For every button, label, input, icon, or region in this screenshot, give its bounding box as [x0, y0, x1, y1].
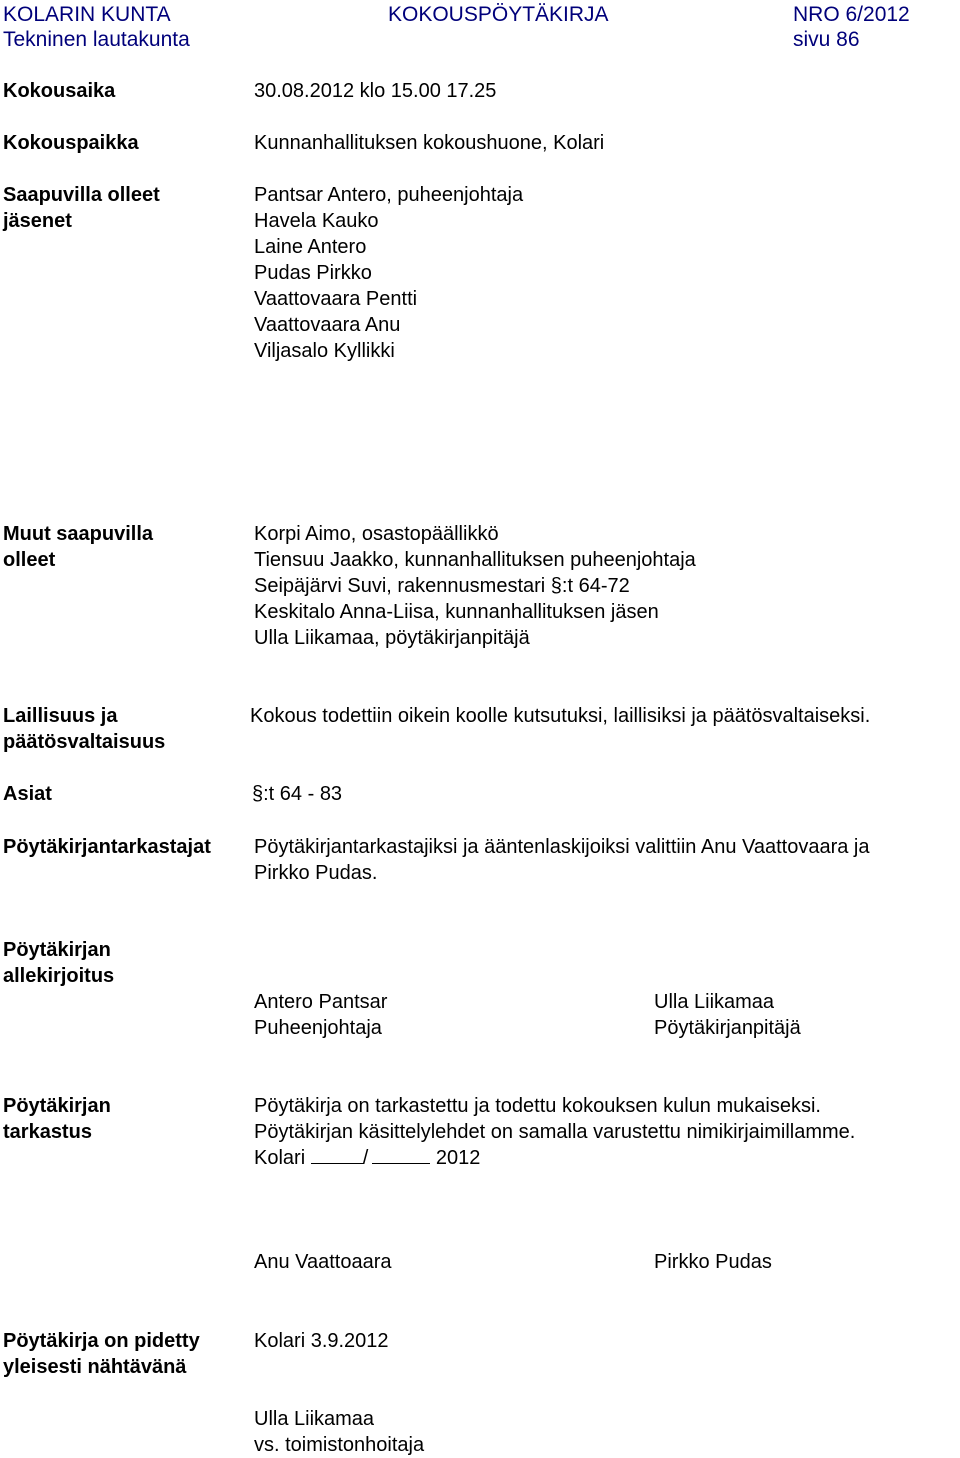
public-clerk-role: vs. toimistonhoitaja — [254, 1434, 425, 1456]
signature-label-line1: Pöytäkirjan — [3, 939, 111, 961]
document-type: KOKOUSPÖYTÄKIRJA — [388, 3, 609, 26]
signature-label-line2: allekirjoitus — [3, 965, 115, 987]
items-label: Asiat — [3, 783, 52, 805]
board-name: Tekninen lautakunta — [3, 28, 190, 51]
meeting-time-label: Kokousaika — [3, 80, 116, 102]
other-attendee-item: Seipäjärvi Suvi, rakennusmestari §:t 64-72 — [254, 575, 630, 597]
signer-chair-role: Puheenjohtaja — [254, 1017, 382, 1039]
meeting-place-value: Kunnanhallituksen kokoushuone, Kolari — [254, 132, 605, 154]
member-list-item: Havela Kauko — [254, 210, 379, 232]
review-date-line — [254, 1145, 480, 1171]
legality-label-line2: päätösvaltaisuus — [3, 731, 166, 753]
other-attendee-item: Tiensuu Jaakko, kunnanhallituksen puheenjohtaja — [254, 549, 696, 571]
month-blank-line — [372, 1145, 430, 1164]
checkers-statement-line1: Pöytäkirjantarkastajiksi ja ääntenlaskijoiksi valittiin Anu Vaattovaara ja — [254, 836, 870, 858]
signer-secretary-name: Ulla Liikamaa — [654, 991, 775, 1013]
member-list-item: Viljasalo Kyllikki — [254, 340, 395, 362]
review-label-line1: Pöytäkirjan — [3, 1095, 111, 1117]
review-place: Kolari — [254, 1147, 306, 1169]
public-label-line1: Pöytäkirja on pidetty — [3, 1330, 200, 1352]
review-statement-line2: Pöytäkirjan käsittelylehdet on samalla varustettu nimikirjaimillamme. — [254, 1121, 856, 1143]
municipality-name: KOLARIN KUNTA — [3, 3, 171, 26]
review-label-line2: tarkastus — [3, 1121, 92, 1143]
other-attendee-item: Keskitalo Anna-Liisa, kunnanhallituksen jäsen — [254, 601, 659, 623]
meeting-time-value: 30.08.2012 klo 15.00 17.25 — [254, 80, 497, 102]
checkers-statement-line2: Pirkko Pudas. — [254, 862, 378, 884]
public-clerk-name: Ulla Liikamaa — [254, 1408, 375, 1430]
public-label-line2: yleisesti nähtävänä — [3, 1356, 187, 1378]
meeting-place-label: Kokouspaikka — [3, 132, 139, 154]
reviewer-2-name: Pirkko Pudas — [654, 1251, 772, 1273]
member-list-item: Pantsar Antero, puheenjohtaja — [254, 184, 524, 206]
page-number: sivu 86 — [793, 28, 860, 51]
review-year: 2012 — [435, 1147, 481, 1169]
member-list-item: Pudas Pirkko — [254, 262, 372, 284]
checkers-label: Pöytäkirjantarkastajat — [3, 836, 211, 858]
other-attendee-item: Korpi Aimo, osastopäällikkö — [254, 523, 499, 545]
legality-label-line1: Laillisuus ja — [3, 705, 118, 727]
public-place-date: Kolari 3.9.2012 — [254, 1330, 389, 1352]
members-label-line1: Saapuvilla olleet — [3, 184, 160, 206]
signer-chair-name: Antero Pantsar — [254, 991, 388, 1013]
other-attendee-item: Ulla Liikamaa, pöytäkirjanpitäjä — [254, 627, 530, 649]
review-statement-line1: Pöytäkirja on tarkastettu ja todettu kokouksen kulun mukaiseksi. — [254, 1095, 821, 1117]
signer-secretary-role: Pöytäkirjanpitäjä — [654, 1017, 801, 1039]
member-list-item: Vaattovaara Pentti — [254, 288, 418, 310]
reviewer-1-name: Anu Vaattoaara — [254, 1251, 392, 1273]
member-list-item: Vaattovaara Anu — [254, 314, 401, 336]
day-blank-line — [311, 1145, 363, 1164]
members-label-line2: jäsenet — [3, 210, 72, 232]
legality-statement: Kokous todettiin oikein koolle kutsutuksi, laillisiksi ja päätösvaltaiseksi. — [250, 705, 871, 727]
document-number: NRO 6/2012 — [793, 3, 910, 26]
member-list-item: Laine Antero — [254, 236, 367, 258]
others-label-line2: olleet — [3, 549, 56, 571]
others-label-line1: Muut saapuvilla — [3, 523, 154, 545]
items-range: §:t 64 - 83 — [252, 783, 343, 805]
date-separator: / — [362, 1147, 369, 1169]
